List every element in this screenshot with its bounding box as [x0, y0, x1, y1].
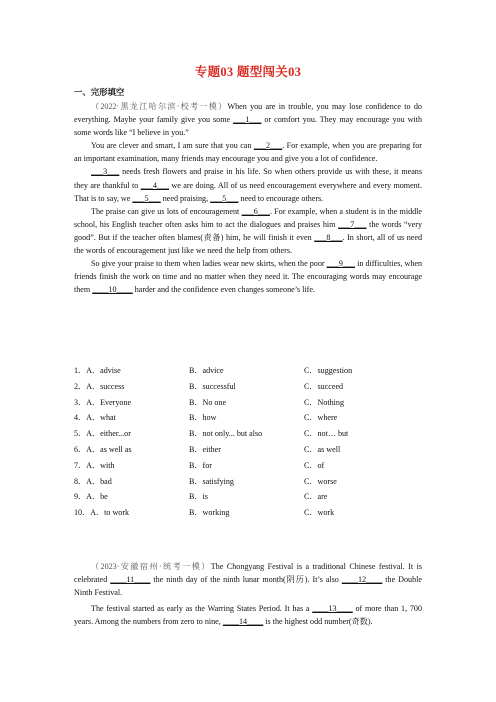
- option-row: 2．A．success B．successful C．succeed: [74, 381, 344, 391]
- blank-1: ___1___: [233, 115, 262, 125]
- blank-2: ___2___: [253, 141, 283, 151]
- option-row: 4．A．what B．how C．where: [74, 413, 338, 423]
- option-row: 6．A．as well as B．either C．as well: [74, 444, 341, 454]
- passage-1-paragraph-2: You are clever and smart, I am sure that you can ___2___. For example, when you are preparing for an important examination, many friends may encourage you and give you a lot of confidence.: [74, 141, 422, 164]
- option-row: 5．A．either...or B．not only... but also C．not… but: [74, 429, 349, 439]
- blank-8: ___8___: [314, 232, 343, 242]
- passage-1-paragraph-1: （2022·黑龙江哈尔滨·校考一模）When you are in trouble, you may lose confidence to do everything. Maybe your family give you some ___1___ or comfort you. They may encourage you with some words like “I believe in you.”: [74, 102, 422, 138]
- passage-2-paragraph-2: The festival started as early as the Warring States Period. It has a ____13____ of more than 1, 700 years. Among the numbers from zero to nine, ____14____ is the highest odd number(奇数).: [74, 604, 422, 627]
- passage-2: [74, 560, 422, 628]
- passage-1-paragraph-5: So give your praise to them when ladies wear new skirts, when the poor ___9___ in difficulties, when friends finish the work on time and no matter when they need it. The encouraging words may encourage them ____10____ harder and the confidence even changes someone’s life.: [74, 259, 423, 295]
- passage-1-paragraph-3: ___3___ needs fresh flowers and praise in his life. So when others provide us with these, it means they are thankful to ___4___ we are doing. All of us need encouragement everywhere and every moment. That is to say, we ___5___ need praising, ___5___ need to encourage others.: [74, 167, 423, 203]
- passage-2-paragraph-1: （2023·安徽宿州·统考一模）The Chongyang Festival is a traditional Chinese festival. It is celebrated ____11____ the ninth day of the ninth lunar month(阴历). It’s also ____12____ the Double Ninth Festival.: [74, 562, 422, 598]
- source-note: （2023·安徽宿州·统考一模）: [91, 562, 211, 571]
- option-row: 7．A．with B．for C．of: [74, 460, 325, 470]
- blank-6: ___6___: [241, 206, 270, 216]
- blank-3: ___3___: [91, 167, 120, 177]
- page-title: 专题03 题型闯关03: [194, 65, 302, 79]
- option-row: 3．A．Everyone B．No one C．Nothing: [74, 397, 345, 407]
- section-heading: 一、完形填空: [74, 88, 125, 97]
- passage-1: [74, 100, 422, 296]
- blank-4: ___4___: [140, 180, 169, 190]
- option-row: 10．A．to work B．working C．work: [74, 508, 335, 518]
- blank-5b: ___5___: [210, 193, 239, 203]
- blank-9: ___9___: [326, 259, 355, 269]
- blank-10: ____10____: [92, 285, 133, 295]
- option-row: 1．A．advise B．advice C．suggestion: [74, 366, 353, 375]
- option-row: 9．A．be B．is C．are: [74, 492, 328, 502]
- options-table: [74, 363, 422, 521]
- blank-7: ___7___: [338, 219, 367, 229]
- blank-11: ____11____: [110, 575, 151, 585]
- option-row: 8．A．bad B．satisfying C．worse: [74, 476, 337, 486]
- passage-1-paragraph-4: The praise can give us lots of encouragement ___6___. For example, when a student is in the middle school, his English teacher often asks him to act the dialogues and praises him ___7___ the words “very good”. But if the teacher often blames(责备) him, he will finish it even ___8___. In short, all of us need the words of encouragement just like we need the help from others.: [74, 206, 422, 256]
- blank-14: ____14____: [222, 617, 264, 627]
- blank-5a: ___5___: [132, 193, 161, 203]
- blank-12: ____12____: [341, 575, 383, 585]
- source-note: （2022·黑龙江哈尔滨·校考一模）: [91, 102, 228, 111]
- blank-13: ____13____: [312, 604, 353, 614]
